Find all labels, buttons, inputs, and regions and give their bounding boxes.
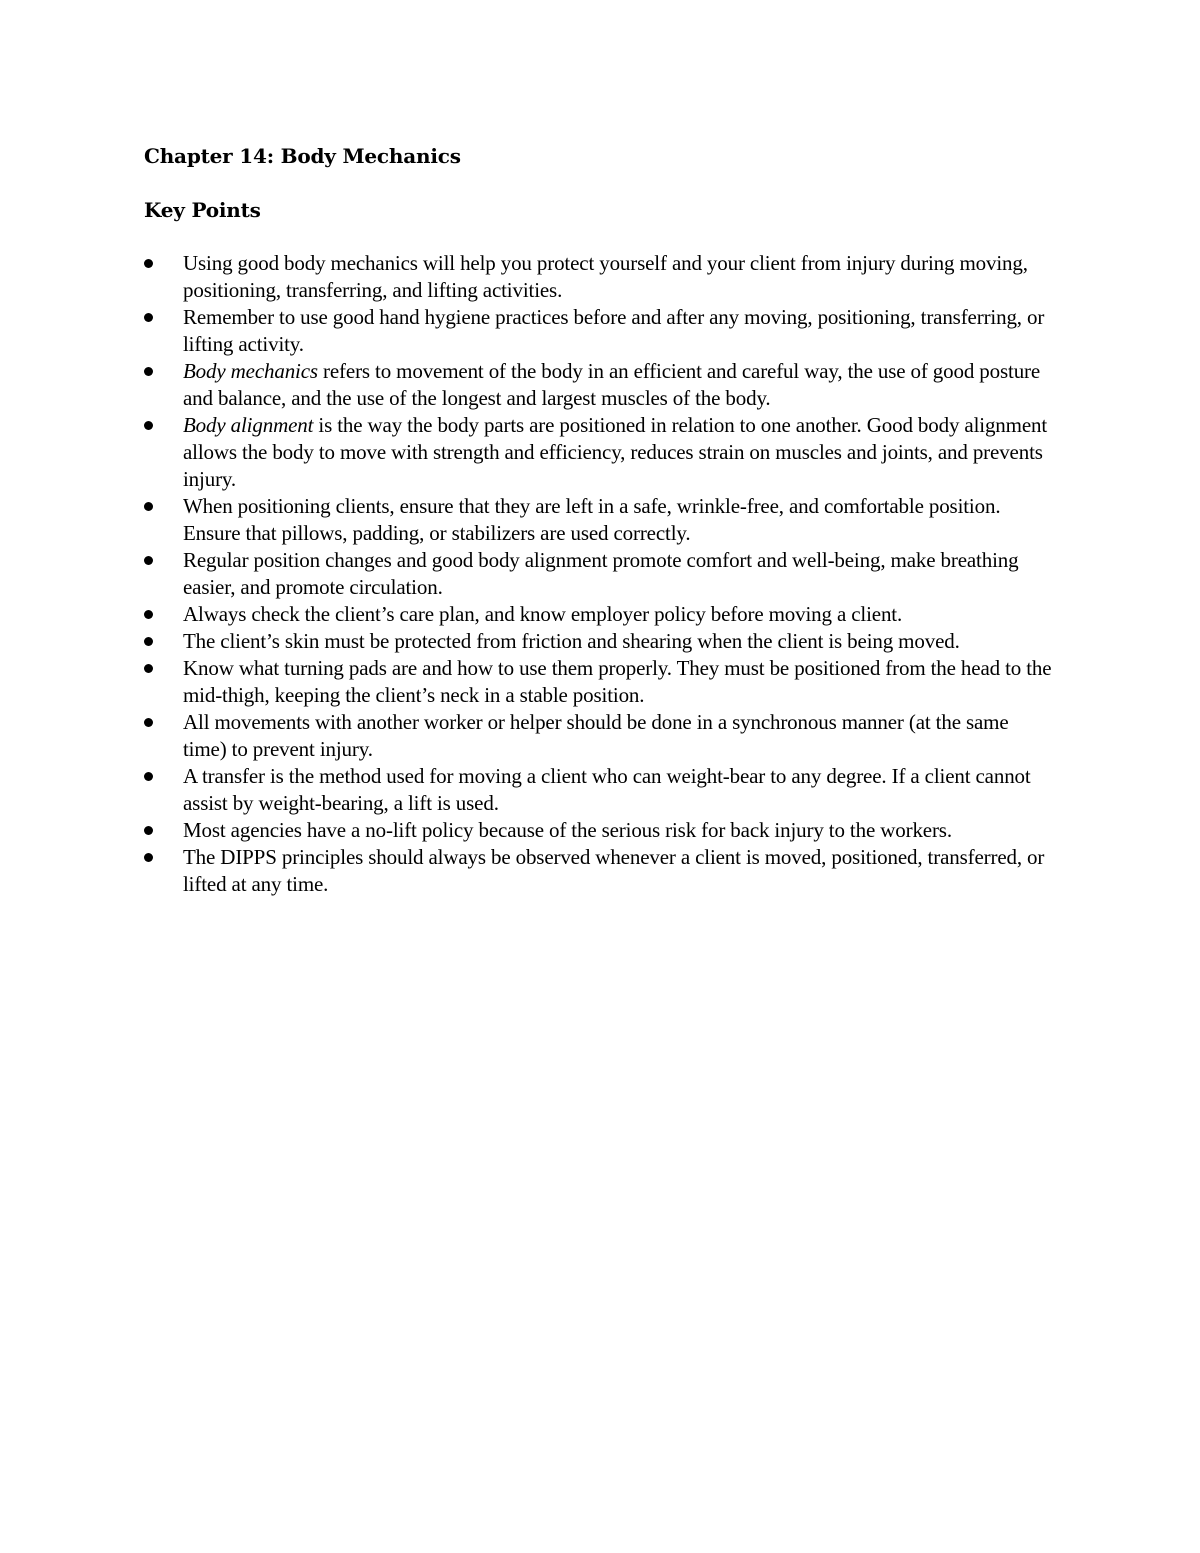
key-point-text: refers to movement of the body in an efficient and careful way, the use of good posture and balance, and the use of the longest and largest muscles of the body. <box>183 359 1041 410</box>
bullet-icon <box>144 826 153 835</box>
key-point-text: The client’s skin must be protected from friction and shearing when the client is being moved. <box>183 629 960 653</box>
key-point-item <box>144 250 1054 304</box>
key-point-text: Know what turning pads are and how to use them properly. They must be positioned from the head to the mid-thigh, keeping the client’s neck in a stable position. <box>183 656 1052 707</box>
key-point-item <box>144 763 1054 817</box>
bullet-icon <box>144 772 153 781</box>
section-title: Key Points <box>144 198 261 222</box>
bullet-icon <box>144 556 153 565</box>
bullet-icon <box>144 313 153 322</box>
key-point-item <box>144 358 1054 412</box>
key-point-text: Regular position changes and good body alignment promote comfort and well-being, make breathing easier, and promote circulation. <box>183 548 1019 599</box>
key-term: Body alignment <box>183 413 314 437</box>
key-point-text: is the way the body parts are positioned in relation to one another. Good body alignment allows the body to move with strength and efficiency, reduces strain on muscles and joints, and prevents injury. <box>183 413 1048 491</box>
key-point-text: The DIPPS principles should always be observed whenever a client is moved, positioned, transferred, or lifted at any time. <box>183 845 1045 896</box>
key-point-item <box>144 655 1054 709</box>
key-term: Body mechanics <box>183 359 318 383</box>
key-point-text: Using good body mechanics will help you protect yourself and your client from injury during moving, positioning, transferring, and lifting activities. <box>183 251 1028 302</box>
chapter-title: Chapter 14: Body Mechanics <box>144 144 461 168</box>
key-point-item <box>144 628 1054 655</box>
key-point-item <box>144 601 1054 628</box>
key-point-text: Most agencies have a no-lift policy because of the serious risk for back injury to the workers. <box>183 818 952 842</box>
key-point-item <box>144 844 1054 898</box>
key-point-item <box>144 547 1054 601</box>
key-point-text: All movements with another worker or helper should be done in a synchronous manner (at the same time) to prevent injury. <box>183 710 1009 761</box>
bullet-icon <box>144 664 153 673</box>
bullet-icon <box>144 421 153 430</box>
bullet-icon <box>144 637 153 646</box>
bullet-icon <box>144 853 153 862</box>
key-point-text: Always check the client’s care plan, and know employer policy before moving a client. <box>183 602 903 626</box>
page-content <box>144 141 1054 898</box>
bullet-icon <box>144 367 153 376</box>
bullet-icon <box>144 259 153 268</box>
key-point-item <box>144 817 1054 844</box>
key-point-text: Remember to use good hand hygiene practices before and after any moving, positioning, transferring, or lifting activity. <box>183 305 1045 356</box>
key-point-item <box>144 709 1054 763</box>
key-point-text: A transfer is the method used for moving a client who can weight-bear to any degree. If a client cannot assist by weight-bearing, a lift is used. <box>183 764 1031 815</box>
key-point-item <box>144 304 1054 358</box>
bullet-icon <box>144 610 153 619</box>
bullet-icon <box>144 718 153 727</box>
key-point-text: When positioning clients, ensure that they are left in a safe, wrinkle-free, and comfortable position. Ensure that pillows, padding, or stabilizers are used correctly. <box>183 494 1001 545</box>
key-point-item <box>144 412 1054 493</box>
key-point-item <box>144 493 1054 547</box>
key-points-list <box>144 250 1054 898</box>
bullet-icon <box>144 502 153 511</box>
